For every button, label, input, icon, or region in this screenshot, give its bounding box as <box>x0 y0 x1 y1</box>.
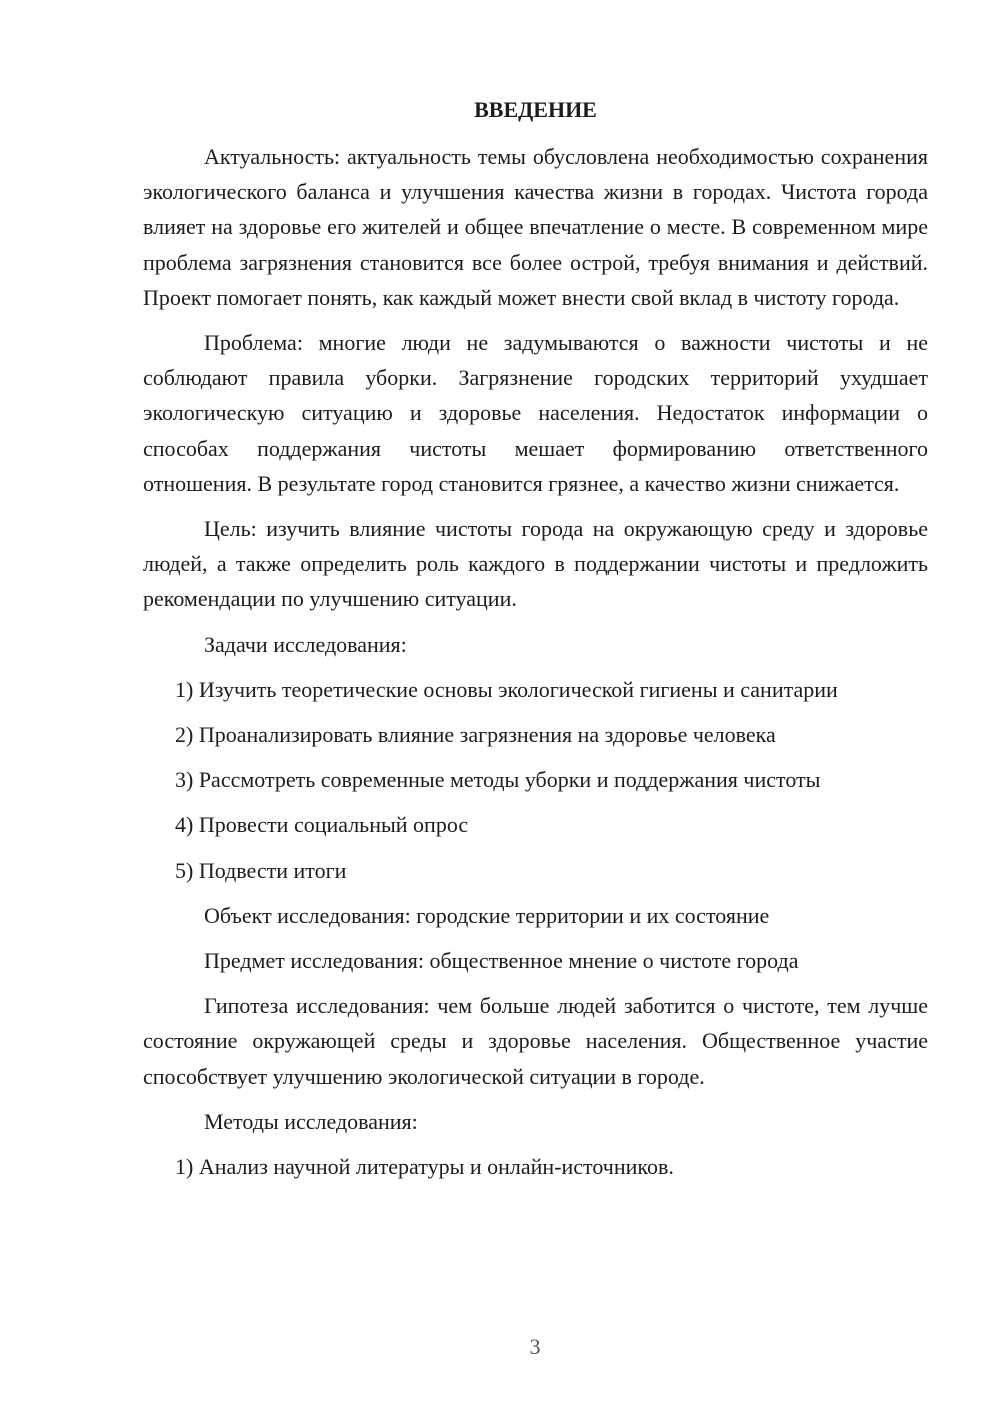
problem-paragraph: Проблема: многие люди не задумываются о важности чистоты и не соблюдают правила уборки. Загрязнение городских территорий ухудшает экологическую ситуацию и здоровье населения. Недостаток информации о способах поддержания чистоты мешает формированию ответственного отношения. В результате город становится грязнее, а качество жизни снижается. <box>143 330 928 496</box>
list-item: 5) Подвести итоги <box>175 857 347 883</box>
object-line: Объект исследования: городские территории и их состояние <box>204 902 770 928</box>
goal-paragraph: Цель: изучить влияние чистоты города на окружающую среду и здоровье людей, а также определить роль каждого в поддержании чистоты и предложить рекомендации по улучшению ситуации. <box>143 516 928 612</box>
page-number: 3 <box>529 1334 541 1359</box>
methods-list <box>143 1149 928 1184</box>
hypothesis-paragraph: Гипотеза исследования: чем больше людей заботится о чистоте, тем лучше состояние окружающей среды и здоровье населения. Общественное участие способствует улучшению экологической ситуации в городе. <box>143 993 928 1089</box>
methods-heading: Методы исследования: <box>204 1108 418 1134</box>
section-title: ВВЕДЕНИЕ <box>474 97 597 122</box>
subject-line: Предмет исследования: общественное мнение о чистоте города <box>204 948 799 974</box>
list-item: 2) Проанализировать влияние загрязнения на здоровье человека <box>175 722 776 748</box>
document-page <box>143 95 928 1194</box>
list-item: 4) Провести социальный опрос <box>175 812 469 838</box>
relevance-paragraph: Актуальность: актуальность темы обусловлена необходимостью сохранения экологического баланса и улучшения качества жизни в городах. Чистота города влияет на здоровье его жителей и общее впечатление о месте. В современном мире проблема загрязнения становится все более острой, требуя внимания и действий. Проект помогает понять, как каждый может внести свой вклад в чистоту города. <box>143 144 928 310</box>
list-item: 1) Анализ научной литературы и онлайн-источников. <box>175 1154 674 1180</box>
list-item: 3) Рассмотреть современные методы уборки и поддержания чистоты <box>175 767 821 793</box>
list-item: 1) Изучить теоретические основы экологической гигиены и санитарии <box>175 676 838 702</box>
tasks-list <box>143 672 928 888</box>
tasks-heading: Задачи исследования: <box>204 631 407 657</box>
